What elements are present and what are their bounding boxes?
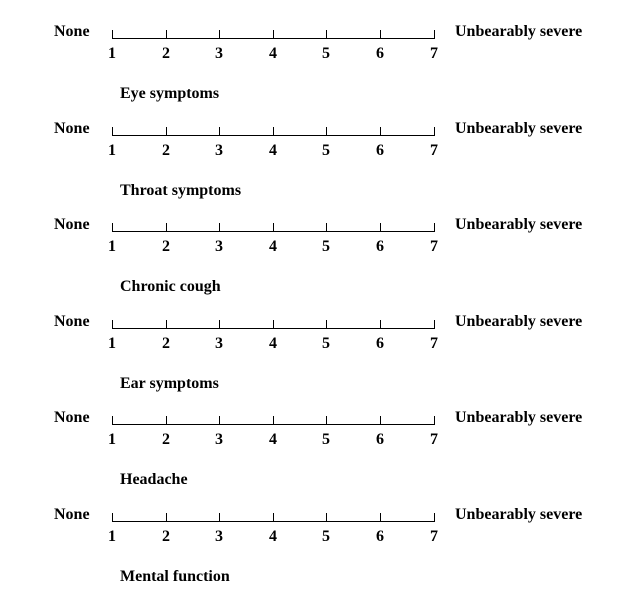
symptom-label-3: Chronic cough	[120, 278, 221, 295]
scale-tick-7	[434, 513, 435, 522]
scale-point-label-1: 1	[108, 527, 116, 545]
scale-point-label-3: 3	[215, 334, 223, 352]
scale-tick-4	[273, 127, 274, 136]
scale-point-label-5: 5	[322, 527, 330, 545]
scale-high-anchor: Unbearably severe	[455, 409, 583, 426]
scale-tick-5	[326, 127, 327, 136]
scale-point-label-2: 2	[162, 334, 170, 352]
scale-point-label-1: 1	[108, 141, 116, 159]
scale-tick-7	[434, 223, 435, 232]
scale-high-anchor: Unbearably severe	[455, 216, 583, 233]
scale-high-anchor: Unbearably severe	[455, 119, 583, 137]
scale-tick-7	[434, 30, 435, 39]
scale-point-label-4: 4	[269, 334, 277, 352]
scale-point-label-5: 5	[322, 431, 330, 448]
scale-tick-7	[434, 320, 435, 329]
scale-point-label-1: 1	[108, 334, 116, 352]
scale-tick-6	[380, 416, 381, 425]
scale-point-label-7: 7	[430, 431, 438, 448]
scale-point-label-4: 4	[269, 431, 277, 448]
scale-tick-5	[326, 223, 327, 232]
scale-point-label-7: 7	[430, 334, 438, 352]
scale-high-anchor: Unbearably severe	[455, 505, 583, 523]
scale-point-label-7: 7	[430, 141, 438, 159]
scale-point-label-4: 4	[269, 141, 277, 159]
scale-low-anchor: None	[54, 312, 90, 330]
scale-tick-3	[219, 127, 220, 136]
scale-tick-1	[112, 30, 113, 39]
scale-tick-6	[380, 223, 381, 232]
scale-high-anchor: Unbearably severe	[455, 312, 583, 330]
scale-point-label-1: 1	[108, 431, 116, 448]
rating-scale-row-4	[0, 290, 617, 392]
scale-tick-4	[273, 513, 274, 522]
scale-low-anchor: None	[54, 216, 90, 233]
scale-tick-6	[380, 320, 381, 329]
scale-tick-4	[273, 416, 274, 425]
rating-scale-row-2	[0, 97, 617, 199]
scale-point-label-6: 6	[376, 141, 384, 159]
scale-point-label-2: 2	[162, 45, 170, 62]
scale-point-label-6: 6	[376, 45, 384, 62]
scale-tick-6	[380, 513, 381, 522]
scale-tick-2	[166, 127, 167, 136]
scale-tick-5	[326, 513, 327, 522]
scale-point-label-5: 5	[322, 238, 330, 255]
scale-low-anchor: None	[54, 409, 90, 426]
symptom-label-4: Ear symptoms	[120, 374, 219, 392]
scale-point-label-1: 1	[108, 45, 116, 62]
scale-tick-4	[273, 223, 274, 232]
scale-point-label-6: 6	[376, 238, 384, 255]
scale-tick-2	[166, 320, 167, 329]
scale-point-label-4: 4	[269, 238, 277, 255]
scale-tick-6	[380, 127, 381, 136]
scale-tick-4	[273, 320, 274, 329]
scale-tick-1	[112, 223, 113, 232]
rating-scale-row-1	[0, 0, 617, 102]
scale-point-label-6: 6	[376, 431, 384, 448]
scale-point-label-3: 3	[215, 527, 223, 545]
scale-tick-3	[219, 416, 220, 425]
scale-tick-7	[434, 127, 435, 136]
scale-point-label-5: 5	[322, 141, 330, 159]
scale-point-label-2: 2	[162, 238, 170, 255]
scale-tick-2	[166, 416, 167, 425]
scale-point-label-3: 3	[215, 431, 223, 448]
scale-point-label-4: 4	[269, 45, 277, 62]
rating-scale-row-5	[0, 386, 617, 488]
scale-tick-7	[434, 416, 435, 425]
scale-point-label-3: 3	[215, 238, 223, 255]
scale-point-label-7: 7	[430, 238, 438, 255]
scale-tick-5	[326, 30, 327, 39]
scale-tick-2	[166, 513, 167, 522]
scale-tick-3	[219, 320, 220, 329]
scale-point-label-3: 3	[215, 45, 223, 62]
scale-tick-3	[219, 513, 220, 522]
scale-tick-1	[112, 320, 113, 329]
scale-point-label-2: 2	[162, 527, 170, 545]
scale-point-label-7: 7	[430, 45, 438, 62]
scale-tick-3	[219, 30, 220, 39]
scale-tick-1	[112, 416, 113, 425]
symptom-label-6: Mental function	[120, 567, 230, 585]
scale-low-anchor: None	[54, 23, 90, 40]
scale-point-label-3: 3	[215, 141, 223, 159]
scale-point-label-6: 6	[376, 334, 384, 352]
scale-point-label-7: 7	[430, 527, 438, 545]
scale-low-anchor: None	[54, 505, 90, 523]
rating-scale-row-6	[0, 483, 617, 585]
scale-low-anchor: None	[54, 119, 90, 137]
rating-scale-row-3	[0, 193, 617, 295]
scale-tick-2	[166, 223, 167, 232]
scale-tick-5	[326, 320, 327, 329]
scale-point-label-4: 4	[269, 527, 277, 545]
scale-point-label-6: 6	[376, 527, 384, 545]
scale-point-label-2: 2	[162, 141, 170, 159]
scale-tick-1	[112, 513, 113, 522]
scale-point-label-2: 2	[162, 431, 170, 448]
symptom-label-5: Headache	[120, 471, 188, 488]
scale-tick-3	[219, 223, 220, 232]
scale-point-label-5: 5	[322, 45, 330, 62]
scale-tick-1	[112, 127, 113, 136]
symptom-label-1: Eye symptoms	[120, 85, 220, 102]
scale-tick-6	[380, 30, 381, 39]
scale-point-label-1: 1	[108, 238, 116, 255]
scale-tick-2	[166, 30, 167, 39]
symptom-label-2: Throat symptoms	[120, 181, 242, 199]
scale-tick-5	[326, 416, 327, 425]
scale-point-label-5: 5	[322, 334, 330, 352]
scale-tick-4	[273, 30, 274, 39]
scale-high-anchor: Unbearably severe	[455, 23, 583, 40]
